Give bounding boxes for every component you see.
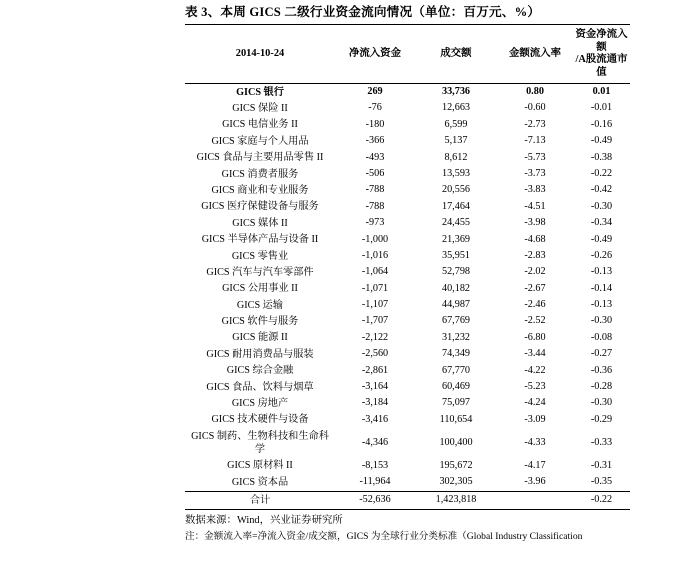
cell-inflow-ratio: -0.14 xyxy=(590,282,613,294)
cell-net-inflow: -76 xyxy=(368,102,382,114)
cell-inflow-rate: -2.52 xyxy=(524,315,546,327)
table-header xyxy=(185,25,630,84)
cell-industry-name: GICS 汽车与汽车零部件 xyxy=(206,266,314,278)
cell-turnover: 195,672 xyxy=(439,459,473,471)
cell-inflow-ratio: -0.49 xyxy=(590,233,613,245)
cell-inflow-ratio: -0.49 xyxy=(590,135,613,147)
cell-inflow-ratio: -0.16 xyxy=(590,118,613,130)
cell-net-inflow: -180 xyxy=(365,118,385,130)
cell-industry-name: GICS 技术硬件与设备 xyxy=(211,414,309,426)
table-row xyxy=(185,395,630,411)
table-total-row xyxy=(185,491,630,509)
cell-net-inflow: -3,416 xyxy=(361,413,389,425)
cell-turnover: 40,182 xyxy=(441,282,470,294)
cell-inflow-ratio: -0.31 xyxy=(590,459,613,471)
cell-industry-name: GICS 制药、生物科技和生命科学 xyxy=(191,430,329,455)
cell-inflow-rate: -4.17 xyxy=(524,459,546,471)
cell-industry-name: GICS 资本品 xyxy=(231,476,289,488)
cell-inflow-ratio: -0.38 xyxy=(590,151,613,163)
cell-turnover: 67,770 xyxy=(441,364,470,376)
cell-inflow-rate: -3.83 xyxy=(524,184,546,196)
cell-total-net-inflow: -52,636 xyxy=(335,491,415,509)
cell-turnover: 100,400 xyxy=(439,436,473,448)
cell-turnover: 35,951 xyxy=(441,249,470,261)
table-row xyxy=(185,100,630,116)
table-row xyxy=(185,458,630,474)
cell-inflow-rate: -2.02 xyxy=(524,266,546,278)
cell-inflow-ratio: -0.33 xyxy=(590,436,613,448)
cell-turnover: 12,663 xyxy=(441,102,470,114)
table-row xyxy=(185,379,630,395)
cell-inflow-rate: 0.80 xyxy=(526,85,544,97)
cell-net-inflow: -4,346 xyxy=(361,436,389,448)
cell-industry-name: GICS 消费者服务 xyxy=(221,168,299,180)
cell-net-inflow: -788 xyxy=(365,200,385,212)
cell-industry-name: GICS 食品与主要用品零售 II xyxy=(196,152,324,164)
table-container xyxy=(185,0,630,543)
table-footnote: 注：金额流入率=净流入资金/成交额，GICS 为全球行业分类标准（Global Industry Classification xyxy=(185,530,583,542)
column-header-turnover: 成交额 xyxy=(415,25,497,84)
table-row xyxy=(185,363,630,379)
cell-inflow-rate: -5.73 xyxy=(524,151,546,163)
cell-turnover: 24,455 xyxy=(441,217,470,229)
table-row xyxy=(185,133,630,149)
cell-turnover: 67,769 xyxy=(441,315,470,327)
cell-total-inflow-rate xyxy=(497,491,573,509)
table-title: 表 3、本周 GICS 二级行业资金流向情况（单位：百万元、%） xyxy=(185,5,541,19)
cell-net-inflow: -1,707 xyxy=(361,315,389,327)
table-row xyxy=(185,346,630,362)
cell-inflow-rate: -3.98 xyxy=(524,217,546,229)
cell-inflow-ratio: -0.42 xyxy=(590,184,613,196)
cell-industry-name: GICS 耐用消费品与服装 xyxy=(206,348,314,360)
cell-inflow-ratio: -0.22 xyxy=(590,167,613,179)
cell-net-inflow: -8,153 xyxy=(361,459,389,471)
cell-turnover: 21,369 xyxy=(441,233,470,245)
table-row xyxy=(185,281,630,297)
cell-net-inflow: -11,964 xyxy=(359,476,391,488)
cell-net-inflow: -3,184 xyxy=(361,397,389,409)
cell-net-inflow: -2,122 xyxy=(361,331,389,343)
table-row xyxy=(185,199,630,215)
cell-inflow-ratio: -0.30 xyxy=(590,397,613,409)
cell-net-inflow: -788 xyxy=(365,184,385,196)
cell-industry-name: GICS 公用事业 II xyxy=(222,283,298,295)
table-header-row xyxy=(185,25,630,84)
cell-net-inflow: -973 xyxy=(365,217,385,229)
column-header-inflow-rate: 金额流入率 xyxy=(497,25,573,84)
cell-net-inflow: -1,064 xyxy=(361,266,389,278)
cell-turnover: 6,599 xyxy=(444,118,468,130)
cell-turnover: 13,593 xyxy=(441,167,470,179)
cell-turnover: 60,469 xyxy=(441,381,470,393)
cell-net-inflow: -1,016 xyxy=(361,249,389,261)
cell-industry-name: GICS 半导体产品与设备 II xyxy=(201,234,319,246)
cell-net-inflow: 269 xyxy=(367,85,383,97)
cell-turnover: 52,798 xyxy=(441,266,470,278)
cell-net-inflow: -366 xyxy=(365,135,385,147)
cell-industry-name: GICS 家庭与个人用品 xyxy=(211,135,309,147)
cell-inflow-ratio: -0.26 xyxy=(590,249,613,261)
cell-industry-name: GICS 医疗保健设备与服务 xyxy=(201,201,319,213)
cell-inflow-ratio: -0.27 xyxy=(590,348,613,360)
cell-inflow-ratio: -0.34 xyxy=(590,217,613,229)
cell-inflow-rate: -2.46 xyxy=(524,299,546,311)
cell-net-inflow: -2,560 xyxy=(361,348,389,360)
cell-inflow-ratio: -0.36 xyxy=(590,364,613,376)
cell-inflow-rate: -0.60 xyxy=(524,102,546,114)
cell-inflow-ratio: -0.30 xyxy=(590,315,613,327)
cell-industry-name: GICS 运输 xyxy=(236,299,284,311)
cell-turnover: 8,612 xyxy=(444,151,468,163)
cell-inflow-ratio: -0.29 xyxy=(590,413,613,425)
source-note: 数据来源：Wind，兴业证券研究所 xyxy=(185,514,343,526)
cell-industry-name: GICS 食品、饮料与烟草 xyxy=(206,381,314,393)
cell-net-inflow: -506 xyxy=(365,167,385,179)
cell-turnover: 20,556 xyxy=(441,184,470,196)
cell-inflow-ratio: -0.13 xyxy=(590,299,613,311)
cell-net-inflow: -1,071 xyxy=(361,282,389,294)
cell-inflow-rate: -4.51 xyxy=(524,200,546,212)
table-row xyxy=(185,150,630,166)
cell-inflow-rate: -4.22 xyxy=(524,364,546,376)
cell-inflow-rate: -2.83 xyxy=(524,249,546,261)
cell-inflow-ratio: -0.28 xyxy=(590,381,613,393)
cell-total-inflow-ratio: -0.22 xyxy=(573,491,630,509)
cell-inflow-rate: -3.09 xyxy=(524,413,546,425)
table-row xyxy=(185,330,630,346)
table-row xyxy=(185,84,630,101)
table-row xyxy=(185,428,630,458)
cell-turnover: 17,464 xyxy=(441,200,470,212)
cell-inflow-rate: -2.67 xyxy=(524,282,546,294)
table-row xyxy=(185,232,630,248)
cell-total-turnover: 1,423,818 xyxy=(415,491,497,509)
header-line-2: /A股流通市值 xyxy=(575,54,628,78)
cell-total-label: 合计 xyxy=(185,491,335,509)
table-row xyxy=(185,182,630,198)
cell-industry-name: GICS 银行 xyxy=(236,86,284,98)
cell-inflow-ratio: -0.30 xyxy=(590,200,613,212)
cell-inflow-rate: -3.96 xyxy=(524,476,546,488)
cell-turnover: 302,305 xyxy=(439,476,473,488)
cell-inflow-rate: -2.73 xyxy=(524,118,546,130)
cell-inflow-ratio: -0.08 xyxy=(590,331,613,343)
cell-inflow-rate: -4.68 xyxy=(524,233,546,245)
table-row xyxy=(185,313,630,329)
table-body xyxy=(185,84,630,510)
column-header-date: 2014-10-24 xyxy=(185,25,335,84)
table-row xyxy=(185,215,630,231)
table-row xyxy=(185,117,630,133)
cell-inflow-rate: -3.44 xyxy=(524,348,546,360)
cell-industry-name: GICS 原材料 II xyxy=(227,460,293,472)
cell-inflow-rate: -5.23 xyxy=(524,381,546,393)
table-row xyxy=(185,412,630,428)
cell-net-inflow: -3,164 xyxy=(361,381,389,393)
table-row xyxy=(185,166,630,182)
cell-inflow-ratio: 0.01 xyxy=(592,85,611,97)
column-header-net-inflow-ratio xyxy=(573,25,630,84)
cell-industry-name: GICS 媒体 II xyxy=(232,217,288,229)
cell-turnover: 5,137 xyxy=(444,135,468,147)
cell-net-inflow: -2,861 xyxy=(361,364,389,376)
cell-turnover: 44,987 xyxy=(441,299,470,311)
cell-turnover: 31,232 xyxy=(441,331,470,343)
cell-industry-name: GICS 商业和专业服务 xyxy=(211,184,309,196)
cell-industry-name: GICS 零售业 xyxy=(231,250,289,262)
cell-inflow-rate: -7.13 xyxy=(524,135,546,147)
table-row xyxy=(185,264,630,280)
cell-inflow-ratio: -0.01 xyxy=(590,102,613,114)
cell-inflow-rate: -6.80 xyxy=(524,331,546,343)
cell-industry-name: GICS 保险 II xyxy=(232,102,288,114)
fund-flow-table xyxy=(185,24,630,510)
cell-industry-name: GICS 软件与服务 xyxy=(221,316,299,328)
cell-turnover: 33,736 xyxy=(441,85,470,97)
cell-turnover: 74,349 xyxy=(441,348,470,360)
header-line-1: 资金净流入额 xyxy=(575,29,628,53)
cell-inflow-rate: -3.73 xyxy=(524,167,546,179)
cell-industry-name: GICS 能源 II xyxy=(232,332,288,344)
cell-industry-name: GICS 电信业务 II xyxy=(222,119,298,131)
table-row xyxy=(185,297,630,313)
cell-industry-name: GICS 综合金融 xyxy=(226,365,294,377)
cell-industry-name: GICS 房地产 xyxy=(231,398,289,410)
cell-inflow-rate: -4.33 xyxy=(524,436,546,448)
cell-net-inflow: -493 xyxy=(365,151,385,163)
cell-net-inflow: -1,000 xyxy=(361,233,389,245)
cell-turnover: 110,654 xyxy=(439,413,473,425)
cell-inflow-rate: -4.24 xyxy=(524,397,546,409)
column-header-net-inflow: 净流入资金 xyxy=(335,25,415,84)
cell-inflow-ratio: -0.13 xyxy=(590,266,613,278)
cell-net-inflow: -1,107 xyxy=(361,299,389,311)
table-row xyxy=(185,248,630,264)
table-row xyxy=(185,474,630,491)
cell-turnover: 75,097 xyxy=(441,397,470,409)
cell-inflow-ratio: -0.35 xyxy=(590,476,613,488)
